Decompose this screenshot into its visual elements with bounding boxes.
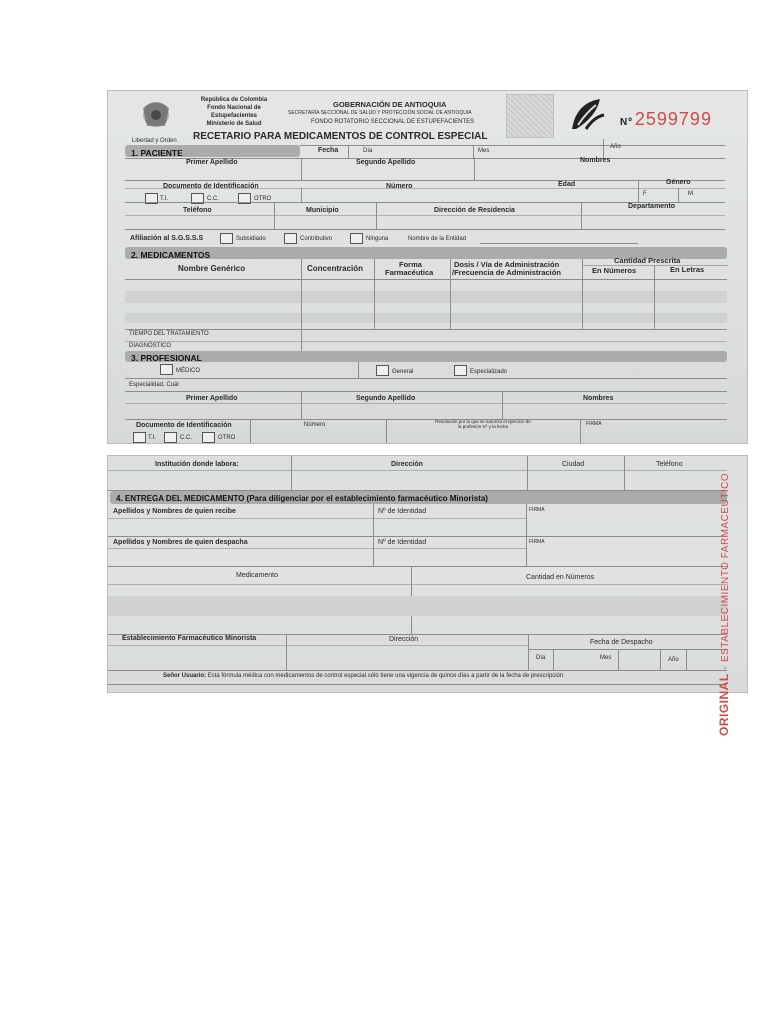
label-especializado: Especializado: [470, 369, 508, 375]
label-firma-recibe: FIRMA: [529, 507, 545, 513]
leaf-logo-icon: [566, 95, 608, 135]
label-telefono-paciente: Teléfono: [183, 207, 212, 214]
label-id-despacha: Nº de Identidad: [378, 539, 427, 546]
section-profesional-bar: [125, 351, 727, 362]
label-inst-ciudad: Ciudad: [562, 461, 585, 468]
label-paciente-otro: OTRO: [254, 196, 272, 202]
label-quien-recibe: Apellidos y Nombres de quien recibe: [113, 508, 236, 515]
label-establecimiento: Establecimiento Farmacéutico Minorista: [122, 635, 257, 642]
label-medico: MÉDICO: [176, 368, 200, 374]
checkbox-prof-otro[interactable]: [202, 432, 215, 443]
colombia-coat-of-arms-icon: [135, 98, 177, 134]
gov-subtitle-1: SECRETARÍA SECCIONAL DE SALUD Y PROTECCIÓN SOCIAL DE ANTIOQUIA: [288, 110, 472, 116]
label-cantidad-numeros: Cantidad en Números: [526, 574, 595, 581]
label-nombre-entidad: Nombre de la Entidad: [408, 236, 467, 242]
label-general: General: [392, 369, 414, 375]
issuer-block: [184, 96, 284, 128]
section-entrega-bar: [110, 491, 727, 504]
label-institucion: Institución donde labora:: [155, 461, 239, 468]
form-number: [620, 109, 712, 130]
label-prof-nombres: Nombres: [583, 395, 614, 402]
label-prof-firma: FIRMA: [586, 421, 602, 427]
label-prof-documento: Documento de Identificación: [136, 422, 232, 429]
label-id-recibe: Nº de Identidad: [378, 508, 427, 515]
checkbox-subsidiado[interactable]: [220, 233, 233, 244]
section-paciente-bar: [125, 145, 300, 157]
label-genero-m: M: [688, 191, 693, 197]
issuer-line: Ministerio de Salud: [206, 121, 262, 127]
label-direccion-residencia: Dirección de Residencia: [434, 207, 515, 214]
checkbox-especializado[interactable]: [454, 365, 467, 376]
label-prof-segundo-apellido: Segundo Apellido: [356, 395, 416, 402]
gov-title: GOBERNACIÓN DE ANTIOQUIA: [333, 100, 447, 109]
checkbox-contributivo[interactable]: [284, 233, 297, 244]
label-departamento: Departamento: [628, 203, 676, 210]
label-despacho-ano: Año: [668, 657, 679, 663]
section-medicamentos-title: 2. MEDICAMENTOS: [131, 250, 211, 260]
label-edad: Edad: [558, 181, 576, 188]
footer-notice: [163, 673, 563, 679]
col-dosis-l2: /Frecuencia de Administración: [452, 268, 561, 277]
svg-text:ORIGINAL - ESTABLECIMIENTO FAR: [717, 473, 731, 736]
label-quien-despacha: Apellidos y Nombres de quien despacha: [113, 539, 248, 546]
label-municipio: Municipio: [306, 207, 339, 214]
label-prof-numero: Número: [304, 422, 326, 428]
side-separator: -: [719, 662, 731, 674]
col-forma-l2: Farmacéutica: [385, 268, 434, 277]
col-concentracion: Concentración: [307, 264, 364, 273]
label-despacho-dia: Día: [536, 655, 546, 661]
checkbox-prof-cc[interactable]: [164, 432, 177, 443]
checkbox-medico[interactable]: [160, 364, 173, 375]
side-label-vertical: [713, 266, 735, 746]
issuer-line: República de Colombia: [200, 97, 268, 103]
label-prof-ti: T.I.: [148, 435, 157, 441]
label-fecha: Fecha: [318, 147, 339, 154]
checkbox-ninguna[interactable]: [350, 233, 363, 244]
checkbox-general[interactable]: [376, 365, 389, 376]
label-nombres: Nombres: [580, 157, 611, 164]
label-diagnostico: DIAGNÓSTICO: [129, 343, 172, 349]
label-paciente-ti: T.I.: [160, 196, 169, 202]
label-resolucion-l2: la profesión N° y la fecha: [457, 424, 509, 429]
label-ninguna: Ninguna: [366, 236, 389, 242]
label-especialidad: Especialidad, Cuál: [129, 382, 179, 388]
label-documento-paciente: Documento de Identificación: [163, 183, 259, 190]
label-est-direccion: Dirección: [389, 636, 419, 643]
side-original-text: ORIGINAL: [717, 673, 731, 736]
label-inst-telefono: Teléfono: [656, 461, 683, 468]
label-genero: Género: [666, 179, 691, 186]
section-paciente-title: 1. PACIENTE: [131, 148, 183, 158]
footer-notice-bold: Señor Usuario:: [163, 673, 207, 679]
gov-subtitle-2: FONDO ROTATORIO SECCIONAL DE ESTUPEFACIENTES: [311, 119, 475, 125]
label-prof-primer-apellido: Primer Apellido: [186, 395, 238, 402]
col-cantidad-prescrita: Cantidad Prescrita: [614, 256, 681, 265]
label-fecha-despacho: Fecha de Despacho: [590, 639, 653, 646]
form-number-value: 2599799: [634, 109, 712, 129]
label-prof-otro: OTRO: [218, 435, 236, 441]
label-segundo-apellido: Segundo Apellido: [356, 159, 416, 166]
label-numero-paciente: Número: [386, 183, 413, 190]
col-dosis-l1: Dosis / Vía de Administración: [454, 260, 560, 269]
col-forma-l1: Forma: [399, 260, 422, 269]
prescription-form-bottom: [107, 455, 748, 693]
label-inst-direccion: Dirección: [391, 461, 423, 468]
section-entrega-title: 4. ENTREGA DEL MEDICAMENTO (Para diligenciar por el establecimiento farmacéutico Minorista): [116, 494, 488, 503]
prescription-form-top: [107, 90, 748, 444]
label-subsidiado: Subsidiado: [236, 236, 266, 242]
label-ano: Año: [610, 144, 621, 150]
stamp-seal-image: [506, 94, 554, 138]
checkbox-prof-ti[interactable]: [133, 432, 146, 443]
motto-text: Libertad y Orden: [132, 138, 177, 144]
form-number-label: Nº: [620, 117, 633, 128]
label-resolucion-l1: Resolución por la que se autoriza el ejercicio de: [435, 419, 531, 424]
label-firma-despacha: FIRMA: [529, 539, 545, 545]
form-title: RECETARIO PARA MEDICAMENTOS DE CONTROL ESPECIAL: [193, 131, 488, 142]
label-resolucion: [408, 419, 558, 429]
issuer-line: Fondo Nacional de: [207, 105, 261, 111]
label-tiempo-tratamiento: TIEMPO DEL TRATAMIENTO: [129, 331, 209, 337]
label-genero-f: F: [643, 191, 647, 197]
section-profesional-title: 3. PROFESIONAL: [131, 353, 202, 363]
label-medicamento: Medicamento: [236, 572, 279, 579]
label-afiliacion: Afiliación al S.G.S.S.S: [130, 235, 204, 242]
label-primer-apellido: Primer Apellido: [186, 159, 238, 166]
col-en-letras: En Letras: [670, 265, 705, 274]
footer-notice-text: Esta fórmula médica con medicamentos de control especial sólo tiene una vigencia de quince días a partir de la fecha de prescripción: [207, 673, 564, 679]
label-mes: Mes: [478, 148, 490, 154]
issuer-line: Estupefacientes: [210, 113, 258, 119]
label-paciente-cc: C.C.: [207, 196, 219, 202]
label-contributivo: Contributivo: [300, 236, 333, 242]
label-dia: Día: [363, 148, 373, 154]
col-en-numeros: En Números: [592, 266, 637, 275]
label-despacho-mes: Mes: [600, 655, 612, 661]
label-prof-cc: C.C.: [180, 435, 192, 441]
col-nombre-generico: Nombre Genérico: [178, 264, 246, 273]
side-establecimiento-text: ESTABLECIMIENTO FARMACEUTICO: [720, 472, 731, 663]
